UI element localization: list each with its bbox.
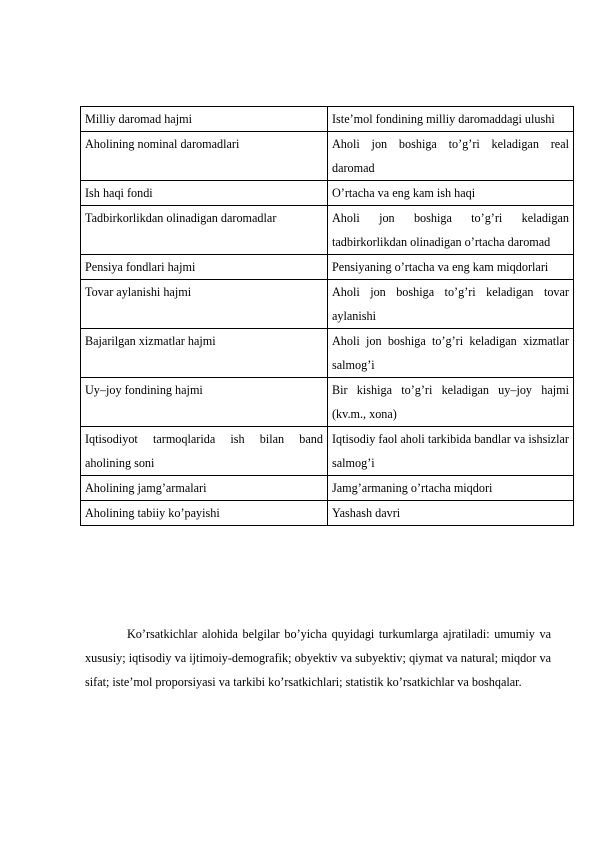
table-row (81, 255, 574, 280)
table-cell-indicator: Bajarilgan xizmatlar hajmi (81, 329, 328, 378)
table-cell-indicator: Ish haqi fondi (81, 181, 328, 206)
table-cell-indicator: Milliy daromad hajmi (81, 107, 328, 132)
table-cell-indicator: Aholining tabiiy ko’payishi (81, 501, 328, 526)
table-cell-description: O’rtacha va eng kam ish haqi (328, 181, 574, 206)
body-paragraph: Ko’rsatkichlar alohida belgilar bo’yicha quyidagi turkumlarga ajratiladi: umumiy va xususiy; iqtisodiy va ijtimoiy-demografik; obyektiv va subyektiv; qiymat va natural; miqdor va sifat; iste’mol proporsiyasi va tarkibi ko’rsatkichlari; statistik ko’rsatkichlar va boshqalar. (85, 627, 551, 689)
table-row (81, 107, 574, 132)
table-row (81, 427, 574, 476)
table-row (81, 476, 574, 501)
table-row (81, 501, 574, 526)
table-row (81, 181, 574, 206)
table-row (81, 132, 574, 181)
table-cell-indicator: Aholining nominal daromadlari (81, 132, 328, 181)
table-cell-description: Iste’mol fondining milliy daromaddagi ulushi (328, 107, 574, 132)
table-cell-description: Aholi jon boshiga to’g’ri keladigan tovar aylanishi (328, 280, 574, 329)
table-cell-indicator: Uy–joy fondining hajmi (81, 378, 328, 427)
table-cell-indicator: Pensiya fondlari hajmi (81, 255, 328, 280)
table-row (81, 206, 574, 255)
table-cell-indicator: Tadbirkorlikdan olinadigan daromadlar (81, 206, 328, 255)
table-cell-description: Bir kishiga to’g’ri keladigan uy–joy hajmi (kv.m., xona) (328, 378, 574, 427)
table-cell-description: Yashash davri (328, 501, 574, 526)
table-cell-indicator: Aholining jamg’armalari (81, 476, 328, 501)
table-row (81, 280, 574, 329)
indicators-table (80, 106, 574, 526)
table-cell-description: Aholi jon boshiga to’g’ri keladigan tadbirkorlikdan olinadigan o’rtacha daromad (328, 206, 574, 255)
table-cell-indicator: Tovar aylanishi hajmi (81, 280, 328, 329)
table-cell-indicator: Iqtisodiyot tarmoqlarida ish bilan band aholining soni (81, 427, 328, 476)
table-row (81, 329, 574, 378)
table-cell-description: Aholi jon boshiga to’g’ri keladigan xizmatlar salmog’i (328, 329, 574, 378)
table-row (81, 378, 574, 427)
table-cell-description: Aholi jon boshiga to’g’ri keladigan real daromad (328, 132, 574, 181)
table-cell-description: Jamg’armaning o’rtacha miqdori (328, 476, 574, 501)
table-cell-description: Iqtisodiy faol aholi tarkibida bandlar va ishsizlar salmog’i (328, 427, 574, 476)
table-cell-description: Pensiyaning o’rtacha va eng kam miqdorlari (328, 255, 574, 280)
